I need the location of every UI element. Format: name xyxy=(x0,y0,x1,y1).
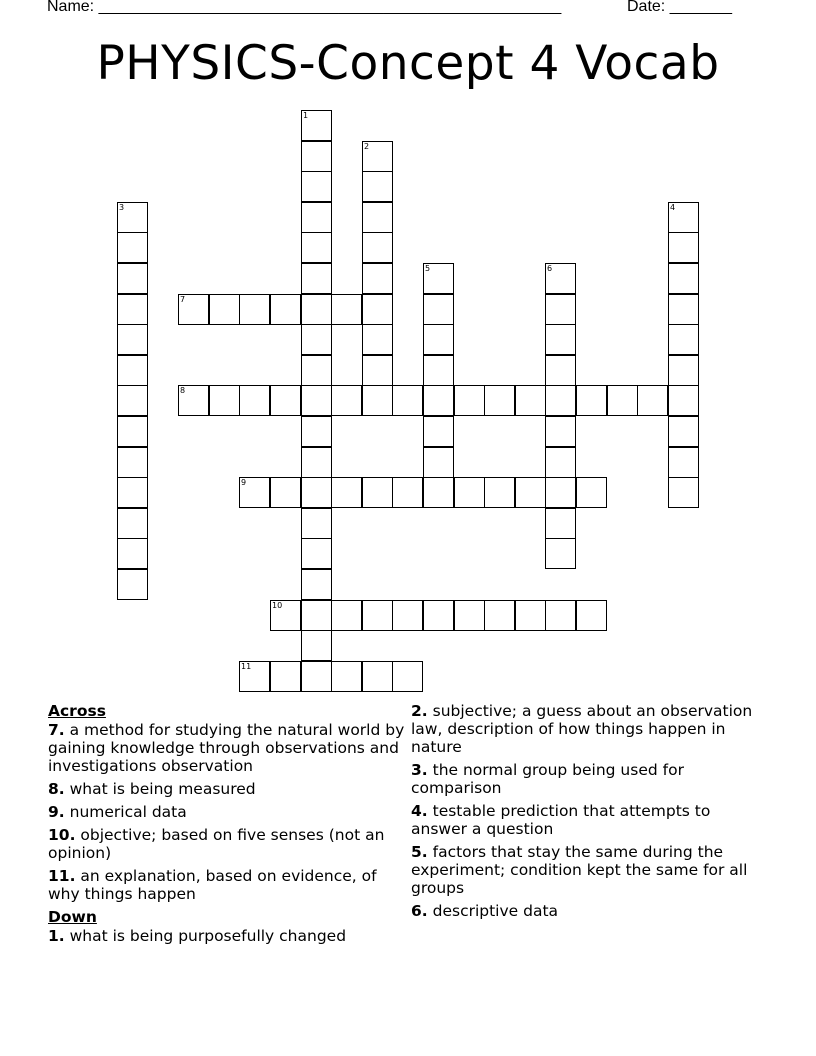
crossword-cell[interactable] xyxy=(178,294,209,325)
page-title: PHYSICS-Concept 4 Vocab xyxy=(96,36,720,91)
crossword-cell[interactable] xyxy=(331,385,362,416)
clue-text: an explanation, based on evidence, of why things happen xyxy=(48,867,377,903)
clue-across-7 xyxy=(48,721,410,775)
crossword-cell[interactable] xyxy=(668,355,699,386)
crossword-cell[interactable] xyxy=(454,477,485,508)
crossword-cell[interactable] xyxy=(392,661,423,692)
date-field: Date: _______ xyxy=(627,0,732,15)
crossword-cell[interactable] xyxy=(178,385,209,416)
crossword-cell[interactable] xyxy=(362,355,393,386)
crossword-cell[interactable] xyxy=(454,600,485,631)
crossword-cell[interactable] xyxy=(515,477,546,508)
clue-number: 2. xyxy=(411,702,428,720)
crossword-cell[interactable] xyxy=(331,477,362,508)
crossword-cell[interactable] xyxy=(668,202,699,233)
crossword-cell[interactable] xyxy=(301,110,332,141)
clue-across-9 xyxy=(48,803,410,821)
clue-down-2 xyxy=(411,702,771,756)
crossword-cell[interactable] xyxy=(576,385,607,416)
crossword-cell[interactable] xyxy=(117,477,148,508)
cell-number: 7 xyxy=(180,295,186,304)
across-heading: Across xyxy=(48,702,106,720)
crossword-cell[interactable] xyxy=(668,416,699,447)
crossword-cell[interactable] xyxy=(301,232,332,263)
crossword-cell[interactable] xyxy=(668,447,699,478)
clue-text: the normal group being used for comparison xyxy=(411,761,684,797)
clue-text: what is being purposefully changed xyxy=(64,927,347,945)
crossword-cell[interactable] xyxy=(668,263,699,294)
crossword-cell[interactable] xyxy=(362,661,393,692)
clue-number: 8. xyxy=(48,780,65,798)
crossword-cell[interactable] xyxy=(117,232,148,263)
crossword-cell[interactable] xyxy=(331,294,362,325)
crossword-cell[interactable] xyxy=(117,508,148,539)
crossword-cell[interactable] xyxy=(515,385,546,416)
crossword-cell[interactable] xyxy=(117,202,148,233)
name-field: Name: ____________________________________________________ xyxy=(47,0,562,15)
cell-number: 1 xyxy=(303,111,309,120)
clue-text: descriptive data xyxy=(427,902,559,920)
crossword-cell[interactable] xyxy=(301,447,332,478)
crossword-cell[interactable] xyxy=(545,355,576,386)
clues-left-column xyxy=(48,702,410,950)
crossword-cell[interactable] xyxy=(545,477,576,508)
crossword-cell[interactable] xyxy=(362,141,393,172)
crossword-cell[interactable] xyxy=(668,294,699,325)
crossword-cell[interactable] xyxy=(209,385,240,416)
crossword-cell[interactable] xyxy=(239,477,270,508)
clue-down-4 xyxy=(411,802,771,838)
crossword-cell[interactable] xyxy=(423,385,454,416)
crossword-cell[interactable] xyxy=(117,447,148,478)
crossword-cell[interactable] xyxy=(117,294,148,325)
crossword-cell[interactable] xyxy=(301,538,332,569)
crossword-cell[interactable] xyxy=(301,171,332,202)
crossword-cell[interactable] xyxy=(301,600,332,631)
crossword-cell[interactable] xyxy=(668,385,699,416)
crossword-cell[interactable] xyxy=(423,600,454,631)
crossword-cell[interactable] xyxy=(239,661,270,692)
clues-right-column xyxy=(411,702,771,925)
crossword-cell[interactable] xyxy=(545,508,576,539)
clue-down-6 xyxy=(411,902,771,920)
crossword-cell[interactable] xyxy=(607,385,638,416)
crossword-cell[interactable] xyxy=(301,661,332,692)
crossword-cell[interactable] xyxy=(362,232,393,263)
cell-number: 10 xyxy=(272,601,283,610)
clue-number: 11. xyxy=(48,867,76,885)
clue-number: 6. xyxy=(411,902,428,920)
clue-number: 4. xyxy=(411,802,428,820)
crossword-cell[interactable] xyxy=(484,600,515,631)
crossword-cell[interactable] xyxy=(392,600,423,631)
crossword-cell[interactable] xyxy=(668,232,699,263)
clue-number: 7. xyxy=(48,721,65,739)
crossword-cell[interactable] xyxy=(270,385,301,416)
crossword-cell[interactable] xyxy=(301,477,332,508)
clue-across-8 xyxy=(48,780,410,798)
crossword-cell[interactable] xyxy=(117,569,148,600)
crossword-cell[interactable] xyxy=(209,294,240,325)
cell-number: 5 xyxy=(425,264,431,273)
crossword-cell[interactable] xyxy=(545,294,576,325)
crossword-cell[interactable] xyxy=(423,447,454,478)
crossword-cell[interactable] xyxy=(423,416,454,447)
crossword-cell[interactable] xyxy=(423,477,454,508)
crossword-cell[interactable] xyxy=(392,477,423,508)
clue-number: 9. xyxy=(48,803,65,821)
clue-text: a method for studying the natural world by gaining knowledge through observations and investigations observation xyxy=(48,721,405,775)
crossword-cell[interactable] xyxy=(301,630,332,661)
crossword-cell[interactable] xyxy=(117,355,148,386)
crossword-cell[interactable] xyxy=(270,294,301,325)
crossword-cell[interactable] xyxy=(637,385,668,416)
crossword-cell[interactable] xyxy=(239,385,270,416)
crossword-cell[interactable] xyxy=(301,294,332,325)
crossword-cell[interactable] xyxy=(423,294,454,325)
crossword-cell[interactable] xyxy=(362,294,393,325)
clue-across-10 xyxy=(48,826,410,862)
crossword-cell[interactable] xyxy=(545,447,576,478)
crossword-cell[interactable] xyxy=(301,385,332,416)
clue-text: numerical data xyxy=(64,803,187,821)
crossword-cell[interactable] xyxy=(392,385,423,416)
crossword-cell[interactable] xyxy=(362,385,393,416)
crossword-cell[interactable] xyxy=(301,141,332,172)
crossword-cell[interactable] xyxy=(362,171,393,202)
crossword-cell[interactable] xyxy=(423,355,454,386)
clue-text: testable prediction that attempts to answer a question xyxy=(411,802,711,838)
clue-across-11 xyxy=(48,867,410,903)
clue-number: 3. xyxy=(411,761,428,779)
crossword-cell[interactable] xyxy=(301,355,332,386)
crossword-cell[interactable] xyxy=(362,324,393,355)
crossword-cell[interactable] xyxy=(362,202,393,233)
clue-down-5 xyxy=(411,843,771,897)
crossword-cell[interactable] xyxy=(270,477,301,508)
down-heading: Down xyxy=(48,908,97,926)
crossword-cell[interactable] xyxy=(301,324,332,355)
crossword-cell[interactable] xyxy=(484,477,515,508)
crossword-cell[interactable] xyxy=(117,538,148,569)
crossword-cell[interactable] xyxy=(301,416,332,447)
clue-text: objective; based on five senses (not an opinion) xyxy=(48,826,385,862)
crossword-cell[interactable] xyxy=(423,263,454,294)
crossword-cell[interactable] xyxy=(117,385,148,416)
crossword-cell[interactable] xyxy=(301,202,332,233)
crossword-cell[interactable] xyxy=(668,477,699,508)
crossword-cell[interactable] xyxy=(301,263,332,294)
clue-down-1 xyxy=(48,927,410,945)
crossword-cell[interactable] xyxy=(423,324,454,355)
cell-number: 8 xyxy=(180,386,186,395)
crossword-cell[interactable] xyxy=(331,600,362,631)
crossword-cell[interactable] xyxy=(545,263,576,294)
crossword-cell[interactable] xyxy=(454,385,485,416)
clue-down-3 xyxy=(411,761,771,797)
crossword-cell[interactable] xyxy=(362,263,393,294)
crossword-cell[interactable] xyxy=(362,600,393,631)
clue-text: factors that stay the same during the experiment; condition kept the same for all groups xyxy=(411,843,748,897)
crossword-cell[interactable] xyxy=(576,477,607,508)
cell-number: 11 xyxy=(241,662,252,671)
crossword-cell[interactable] xyxy=(117,263,148,294)
crossword-cell[interactable] xyxy=(301,508,332,539)
crossword-cell[interactable] xyxy=(331,661,362,692)
crossword-cell[interactable] xyxy=(545,600,576,631)
crossword-cell[interactable] xyxy=(117,324,148,355)
crossword-cell[interactable] xyxy=(117,416,148,447)
cell-number: 4 xyxy=(670,203,676,212)
cell-number: 3 xyxy=(119,203,125,212)
cell-number: 9 xyxy=(241,478,247,487)
crossword-cell[interactable] xyxy=(668,324,699,355)
clue-number: 1. xyxy=(48,927,65,945)
cell-number: 2 xyxy=(364,142,370,151)
clue-number: 5. xyxy=(411,843,428,861)
crossword-cell[interactable] xyxy=(270,600,301,631)
crossword-cell[interactable] xyxy=(484,385,515,416)
crossword-cell[interactable] xyxy=(545,538,576,569)
crossword-cell[interactable] xyxy=(545,416,576,447)
crossword-cell[interactable] xyxy=(362,477,393,508)
crossword-cell[interactable] xyxy=(239,294,270,325)
crossword-cell[interactable] xyxy=(270,661,301,692)
clue-number: 10. xyxy=(48,826,76,844)
cell-number: 6 xyxy=(547,264,553,273)
crossword-cell[interactable] xyxy=(545,385,576,416)
clue-text: what is being measured xyxy=(64,780,256,798)
clue-text: subjective; a guess about an observation law, description of how things happen in nature xyxy=(411,702,753,756)
crossword-cell[interactable] xyxy=(301,569,332,600)
crossword-cell[interactable] xyxy=(545,324,576,355)
crossword-cell[interactable] xyxy=(515,600,546,631)
crossword-cell[interactable] xyxy=(576,600,607,631)
